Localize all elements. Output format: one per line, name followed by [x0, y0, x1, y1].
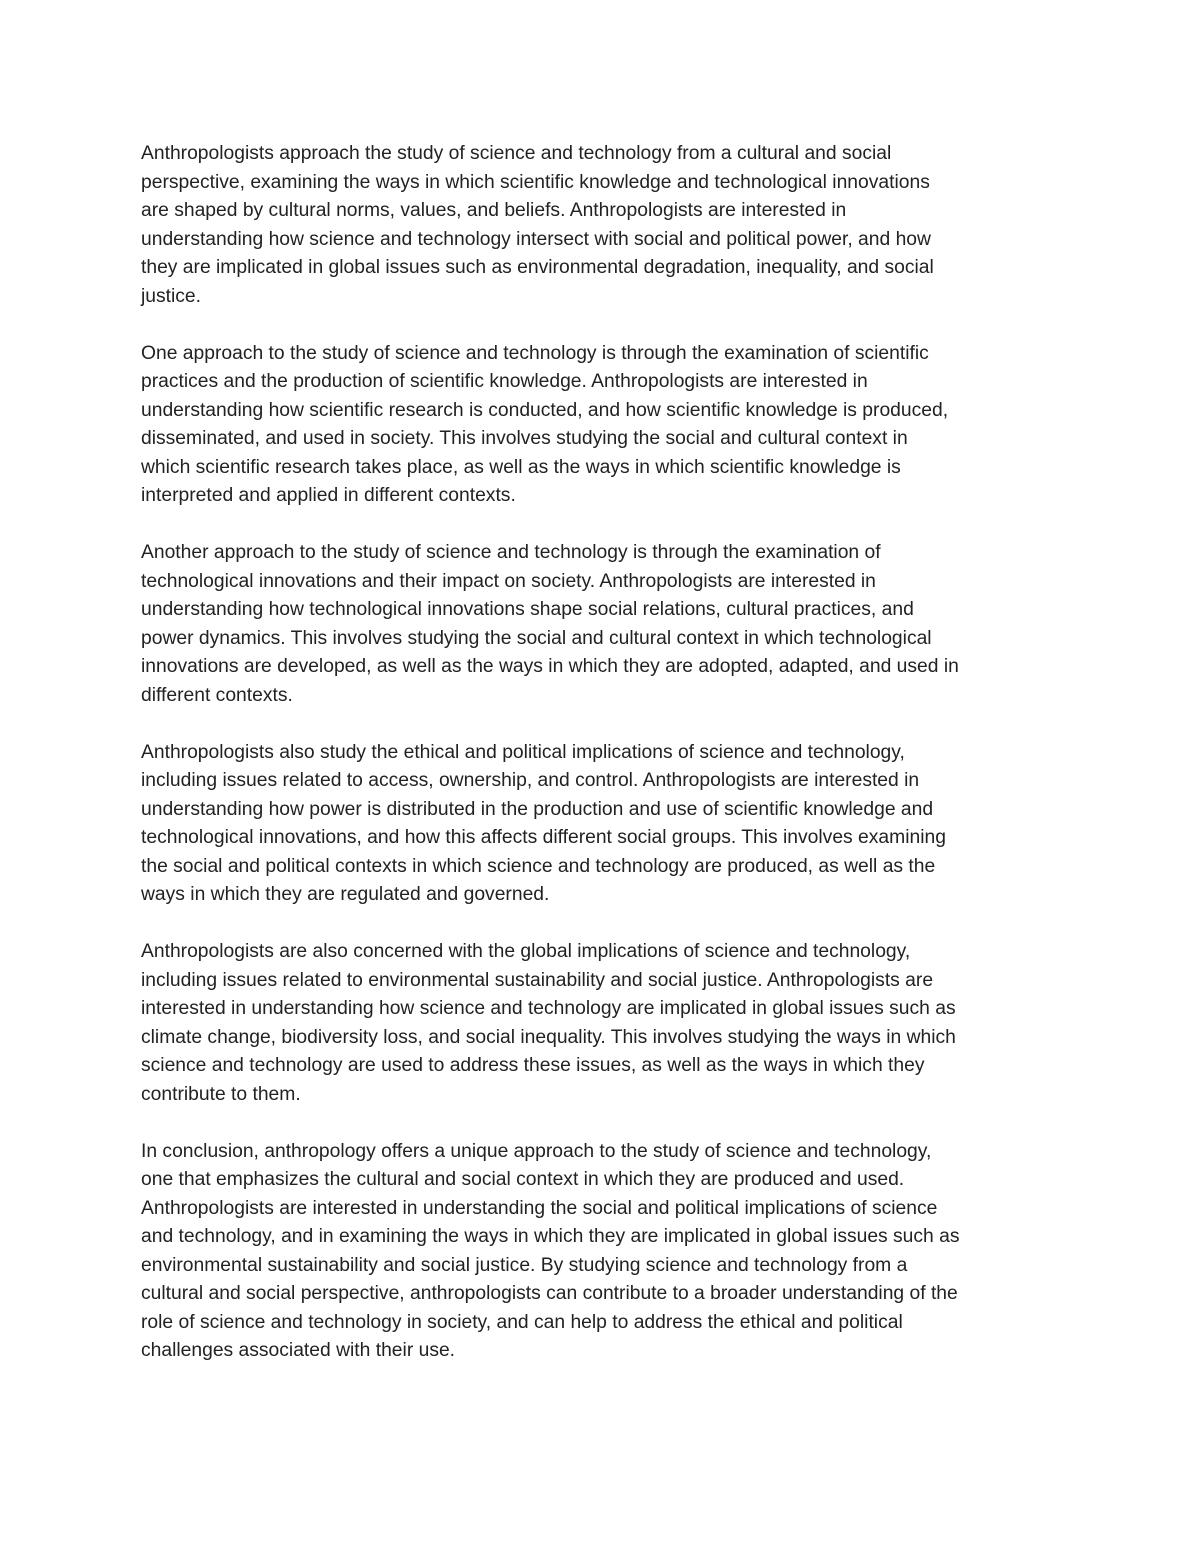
paragraph-5: Anthropologists are also concerned with the global implications of science and technology, including issues related to environmental sustainability and social justice. Anthropologists are interested in understanding how science and technology are implicated in global issues such as climate change, biodiversity loss, and social inequality. This involves studying the ways in which science and technology are used to address these issues, as well as the ways in which they contribute to them.	[141, 941, 956, 1105]
paragraph-2: One approach to the study of science and technology is through the examination of scientific practices and the production of scientific knowledge. Anthropologists are interested in understanding how scientific research is conducted, and how scientific knowledge is produced, disseminated, and used in society. This involves studying the social and cultural context in which scientific research takes place, as well as the ways in which scientific knowledge is interpreted and applied in different contexts.	[141, 342, 949, 506]
paragraph-6: In conclusion, anthropology offers a unique approach to the study of science and technology, one that emphasizes the cultural and social context in which they are produced and used. Anthropologists are interested in understanding the social and political implications of science and technology, and in examining the ways in which they are implicated in global issues such as environmental sustainability and social justice. By studying science and technology from a cultural and social perspective, anthropologists can contribute to a broader understanding of the role of science and technology in society, and can help to address the ethical and political challenges associated with their use.	[141, 1140, 960, 1361]
paragraph-3: Another approach to the study of science and technology is through the examination of technological innovations and their impact on society. Anthropologists are interested in understanding how technological innovations shape social relations, cultural practices, and power dynamics. This involves studying the social and cultural context in which technological innovations are developed, as well as the ways in which they are adopted, adapted, and used in different contexts.	[141, 542, 959, 706]
document-body	[141, 140, 1066, 1394]
paragraph-1: Anthropologists approach the study of science and technology from a cultural and social perspective, examining the ways in which scientific knowledge and technological innovations are shaped by cultural norms, values, and beliefs. Anthropologists are interested in understanding how science and technology intersect with social and political power, and how they are implicated in global issues such as environmental degradation, inequality, and social justice.	[141, 143, 934, 307]
paragraph-4: Anthropologists also study the ethical and political implications of science and technology, including issues related to access, ownership, and control. Anthropologists are interested in understanding how power is distributed in the production and use of scientific knowledge and technological innovations, and how this affects different social groups. This involves examining the social and political contexts in which science and technology are produced, as well as the ways in which they are regulated and governed.	[141, 741, 946, 905]
